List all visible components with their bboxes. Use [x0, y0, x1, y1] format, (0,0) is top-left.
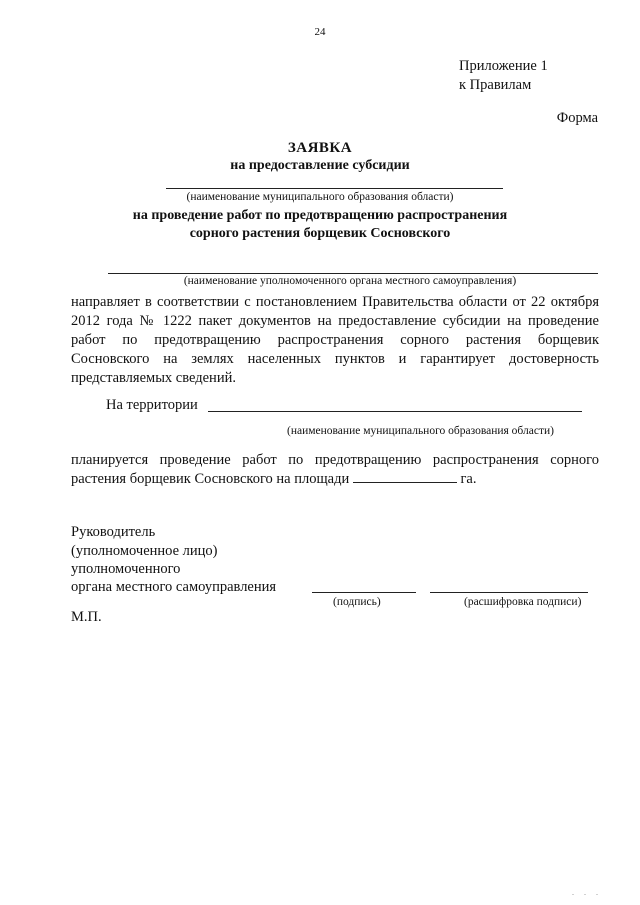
document-heading: ЗАЯВКА: [287, 140, 353, 156]
planned-paragraph: [71, 451, 599, 489]
area-unit: га.: [460, 471, 477, 487]
signatory-line-1: Руководитель: [71, 524, 156, 540]
decoding-fill-line: [430, 592, 588, 593]
appendix-line-2: к Правилам: [459, 77, 532, 93]
corner-marks: . . .: [572, 888, 602, 897]
purpose-line-1: на проведение работ по предотвращению распространения: [132, 208, 508, 223]
purpose-line-2: сорного растения борщевик Сосновского: [189, 226, 451, 241]
signature-caption: (подпись): [333, 596, 381, 608]
appendix-line-1: Приложение 1: [459, 58, 548, 74]
territory-label: На территории: [106, 397, 198, 413]
body-paragraph: направляет в соответствии с постановлением Правительства области от 22 октября 2012 года № 1222 пакет документов на предоставление субсидии на проведение работ по предотвращению распространения сорного растения борщевик Сосновского на землях населенных пунктов и гарантирует достоверность представляемых сведений.: [71, 294, 599, 386]
territory-fill-line: [208, 411, 582, 412]
municipality-fill-line: [166, 188, 503, 189]
authority-caption: (наименование уполномоченного органа местного самоуправления): [183, 275, 517, 287]
form-label: Форма: [556, 110, 598, 126]
signatory-line-2: (уполномоченное лицо): [71, 543, 218, 559]
signatory-line-4: органа местного самоуправления: [71, 579, 277, 595]
signature-fill-line: [312, 592, 416, 593]
signatory-line-3: уполномоченного: [71, 561, 181, 577]
municipality-caption: (наименование муниципального образования области): [186, 191, 454, 203]
territory-caption: (наименование муниципального образования области): [287, 425, 554, 437]
page-number: 24: [314, 26, 326, 38]
planned-text: планируется проведение работ по предотвращению распространения сорного растения борщевик Сосновского на площади: [71, 452, 599, 487]
stamp-label: М.П.: [71, 609, 102, 625]
authority-fill-line: [108, 273, 598, 274]
document-subheading: на предоставление субсидии: [230, 158, 410, 173]
decoding-caption: (расшифровка подписи): [464, 596, 582, 608]
area-fill-blank: [353, 470, 457, 483]
